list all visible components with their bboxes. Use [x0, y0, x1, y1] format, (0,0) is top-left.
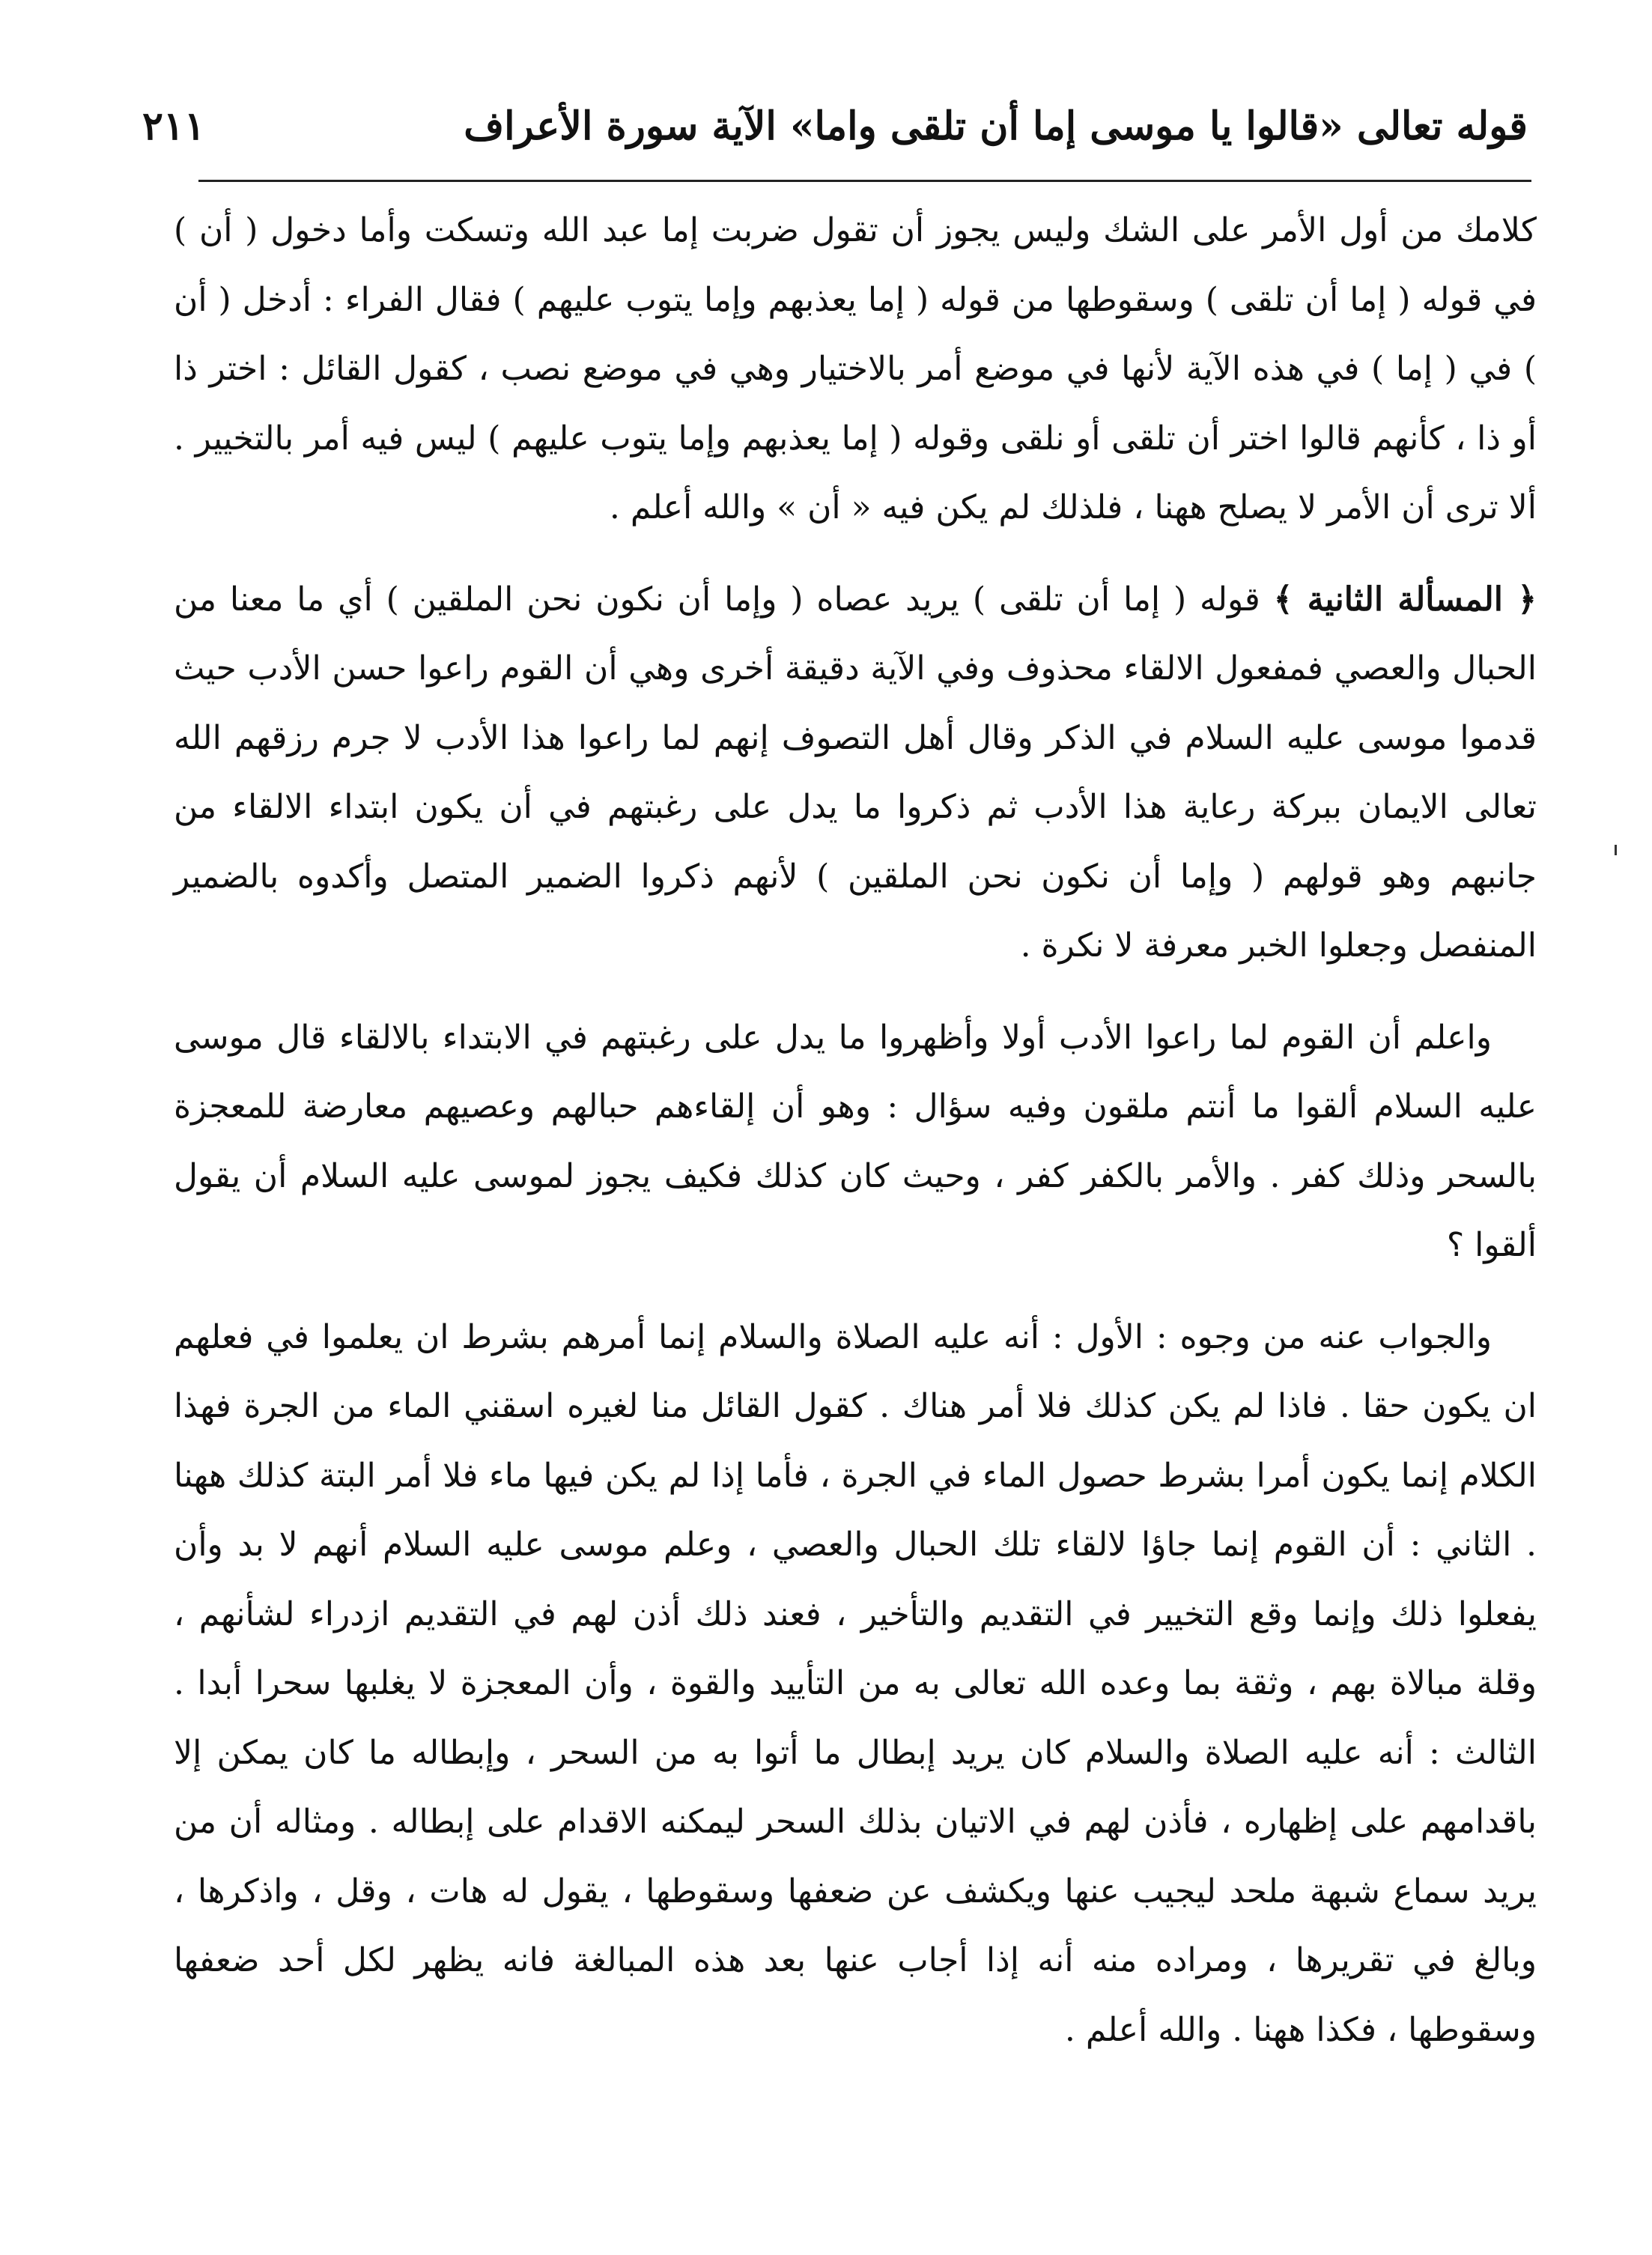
running-header — [135, 90, 1528, 172]
paragraph-1: كلامك من أول الأمر على الشك وليس يجوز أن تقول ضربت إما عبد الله وتسكت وأما دخول ( أن ) في قوله ( إما أن تلقى ) وسقوطها من قوله ( إما يعذبهم وإما يتوب عليهم ) فقال الفراء : أدخل ( أن ) في ( إما ) في هذه الآية لأنها في موضع أمر بالاختيار وهي في موضع نصب ، كقول القائل : اختر ذا أو ذا ، كأنهم قالوا اختر أن تلقى أو نلقى وقوله ( إما يعذبهم وإما يتوب عليهم ) ليس فيه أمر بالتخيير . ألا ترى أن الأمر لا يصلح ههنا ، فلذلك لم يكن فيه « أن » والله أعلم . — [174, 211, 1537, 526]
header-rule — [198, 180, 1531, 182]
page-number: ٢١١ — [142, 103, 205, 149]
body-text — [174, 196, 1537, 2065]
paragraph-2 — [174, 565, 1537, 981]
paragraph-2-text: قوله ( إما أن تلقى ) يريد عصاه ( وإما أن نكون نحن الملقين ) أي ما معنا من الحبال والعصي فمفعول الالقاء محذوف وفي الآية دقيقة أخرى وهي أن القوم راعوا حسن الأدب حيث قدموا موسى عليه السلام في الذكر وقال أهل التصوف إنهم لما راعوا هذا الأدب لا جرم رزقهم الله تعالى الايمان ببركة رعاية هذا الأدب ثم ذكروا ما يدل على رغبتهم في أن يكون ابتداء الالقاء من جانبهم وهو قولهم ( وإما أن نكون نحن الملقين ) لأنهم ذكروا الضمير المتصل وأكدوه بالضمير المنفصل وجعلوا الخبر معرفة لا نكرة . — [174, 580, 1537, 965]
section-heading: ﴿ المسألة الثانية ﴾ — [1273, 580, 1537, 619]
scan-speck — [1615, 845, 1617, 855]
header-title: قوله تعالى «قالوا يا موسى إما أن تلقى واما» الآية سورة الأعراف — [464, 103, 1528, 149]
paragraph-4: والجواب عنه من وجوه : الأول : أنه عليه الصلاة والسلام إنما أمرهم بشرط ان يعلموا في فعلهم ان يكون حقا . فاذا لم يكن كذلك فلا أمر هناك . كقول القائل منا لغيره اسقني الماء من الجرة فهذا الكلام إنما يكون أمرا بشرط حصول الماء في الجرة ، فأما إذا لم يكن فيها ماء فلا أمر البتة كذلك ههنا . الثاني : أن القوم إنما جاؤا لالقاء تلك الحبال والعصي ، وعلم موسى عليه السلام أنهم لا بد وأن يفعلوا ذلك وإنما وقع التخيير في التقديم والتأخير ، فعند ذلك أذن لهم في التقديم ازدراء لشأنهم ، وقلة مبالاة بهم ، وثقة بما وعده الله تعالى به من التأييد والقوة ، وأن المعجزة لا يغلبها سحرا أبدا . الثالث : أنه عليه الصلاة والسلام كان يريد إبطال ما أتوا به من السحر ، وإبطاله ما كان يمكن إلا باقدامهم على إظهاره ، فأذن لهم في الاتيان بذلك السحر ليمكنه الاقدام على إبطاله . ومثاله أن من يريد سماع شبهة ملحد ليجيب عنها ويكشف عن ضعفها وسقوطها ، يقول له هات ، وقل ، واذكرها ، وبالغ في تقريرها ، ومراده منه أنه إذا أجاب عنها بعد هذه المبالغة فانه يظهر لكل أحد ضعفها وسقوطها ، فكذا ههنا . والله أعلم . — [174, 1317, 1537, 2049]
paragraph-3: واعلم أن القوم لما راعوا الأدب أولا وأظهروا ما يدل على رغبتهم في الابتداء بالالقاء قال موسى عليه السلام ألقوا ما أنتم ملقون وفيه سؤال : وهو أن إلقاءهم حبالهم وعصيهم معارضة للمعجزة بالسحر وذلك كفر . والأمر بالكفر كفر ، وحيث كان كذلك فكيف يجوز لموسى عليه السلام أن يقول ألقوا ؟ — [174, 1018, 1537, 1264]
